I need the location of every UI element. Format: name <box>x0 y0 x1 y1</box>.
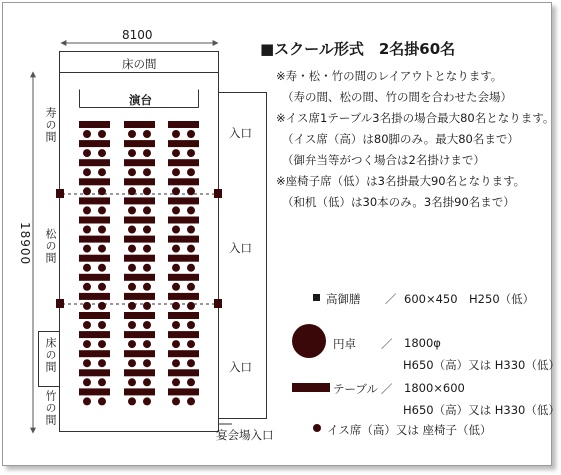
seat-chair <box>98 168 106 176</box>
seat-table <box>168 369 199 376</box>
seat-table <box>168 255 199 262</box>
partition-post <box>214 299 222 308</box>
seat-table <box>79 293 110 300</box>
seat-table <box>79 140 110 147</box>
seat-table <box>168 121 199 128</box>
seat-chair <box>128 264 136 272</box>
seat-chair <box>98 283 106 291</box>
seat-table <box>79 159 110 166</box>
table-label: テーブル <box>333 382 378 396</box>
seat-chair <box>98 226 106 234</box>
seat-chair <box>187 359 195 367</box>
note-line: （和机（低）は30本のみ。3名掛90名まで） <box>282 195 515 209</box>
seat-table <box>79 274 110 281</box>
seat-table <box>124 140 155 147</box>
seat-chair <box>172 245 180 253</box>
seat-chair <box>172 226 180 234</box>
seat-table <box>79 121 110 128</box>
seat-chair <box>128 226 136 234</box>
seat-table <box>124 217 155 224</box>
width-dimension-label: 8100 <box>122 28 153 42</box>
seat-table <box>124 255 155 262</box>
seat-chair <box>143 226 151 234</box>
table-legend-icon <box>292 383 330 392</box>
seat-chair <box>98 397 106 405</box>
seat-table <box>124 369 155 376</box>
seat-chair <box>172 397 180 405</box>
seat-chair <box>83 283 91 291</box>
takaozen-spec: 600×450 H250（低） <box>404 292 535 306</box>
note-line: （寿の間、松の間、竹の間を合わせた会場） <box>282 90 512 104</box>
seat-chair <box>172 378 180 386</box>
seat-chair <box>172 206 180 214</box>
seat-chair <box>128 302 136 310</box>
seat-table <box>124 350 155 357</box>
seat-chair <box>83 187 91 195</box>
seat-chair <box>98 206 106 214</box>
seat-table <box>168 159 199 166</box>
seat-chair <box>143 130 151 138</box>
height-dimension-label: 18900 <box>18 222 32 266</box>
seat-chair <box>172 168 180 176</box>
seat-chair <box>83 168 91 176</box>
seat-table <box>79 369 110 376</box>
seat-table <box>79 255 110 262</box>
seat-table <box>79 388 110 395</box>
table-sep: ／ <box>381 382 393 396</box>
seat-table <box>124 236 155 243</box>
seat-chair <box>83 245 91 253</box>
seat-table <box>168 350 199 357</box>
seat-chair <box>128 187 136 195</box>
seat-chair <box>83 226 91 234</box>
seat-chair <box>187 302 195 310</box>
seat-table <box>168 293 199 300</box>
note-line: ※イス席1テーブル3名掛の場合最大80名となります。 <box>276 111 555 125</box>
seat-chair <box>172 264 180 272</box>
seat-table <box>124 331 155 338</box>
seat-table <box>124 159 155 166</box>
seat-table <box>124 312 155 319</box>
seat-chair <box>128 130 136 138</box>
seat-chair <box>128 397 136 405</box>
seat-chair <box>98 340 106 348</box>
seat-table <box>168 388 199 395</box>
seat-chair <box>128 359 136 367</box>
room-label-matsu: 松の間 <box>44 228 57 264</box>
seat-chair <box>98 149 106 157</box>
seat-chair <box>187 321 195 329</box>
seat-chair <box>83 264 91 272</box>
entrance-label: 入口 <box>229 126 252 140</box>
seat-chair <box>172 130 180 138</box>
seat-chair <box>98 321 106 329</box>
seat-chair <box>83 340 91 348</box>
seat-chair <box>143 206 151 214</box>
partition-post <box>214 189 222 198</box>
seat-chair <box>143 149 151 157</box>
seat-table <box>79 197 110 204</box>
seat-chair <box>128 168 136 176</box>
chair-legend-icon <box>313 424 321 432</box>
round-table-spec: 1800φ <box>404 336 441 350</box>
table-spec2: H650（高）又は H330（低） <box>403 403 560 417</box>
tokonoma-top-label: 床の間 <box>122 57 157 71</box>
seat-chair <box>187 226 195 234</box>
seat-chair <box>187 340 195 348</box>
seat-table <box>79 312 110 319</box>
seat-chair <box>172 283 180 291</box>
seat-chair <box>187 149 195 157</box>
seat-chair <box>187 187 195 195</box>
seat-chair <box>143 245 151 253</box>
seat-table <box>79 331 110 338</box>
seat-table <box>168 236 199 243</box>
seat-table <box>168 197 199 204</box>
seat-chair <box>172 340 180 348</box>
table-spec: 1800×600 <box>404 381 465 395</box>
takaozen-legend-icon <box>313 294 320 301</box>
tokonoma-side-label: 床の間 <box>44 337 57 373</box>
note-line: ※寿・松・竹の間のレイアウトとなります。 <box>276 69 503 83</box>
seat-chair <box>187 397 195 405</box>
seat-table <box>124 388 155 395</box>
seat-table <box>124 274 155 281</box>
seat-chair <box>128 283 136 291</box>
seat-chair <box>143 168 151 176</box>
seat-chair <box>83 302 91 310</box>
seat-table <box>168 274 199 281</box>
seat-table <box>124 178 155 185</box>
seat-chair <box>143 187 151 195</box>
seat-chair <box>143 378 151 386</box>
seat-chair <box>128 378 136 386</box>
seat-table <box>124 121 155 128</box>
seat-chair <box>187 206 195 214</box>
seat-chair <box>172 302 180 310</box>
main-entrance-label: 宴会場入口 <box>216 428 274 442</box>
seat-table <box>79 217 110 224</box>
seat-chair <box>143 397 151 405</box>
takaozen-sep: ／ <box>385 292 397 306</box>
seat-chair <box>187 130 195 138</box>
seat-chair <box>187 283 195 291</box>
seat-chair <box>83 397 91 405</box>
seat-chair <box>98 302 106 310</box>
round-table-spec2: H650（高）又は H330（低） <box>403 358 560 372</box>
seat-table <box>79 236 110 243</box>
seat-chair <box>128 206 136 214</box>
seat-chair <box>98 130 106 138</box>
seat-chair <box>83 149 91 157</box>
seat-chair <box>172 187 180 195</box>
seat-table <box>124 197 155 204</box>
seat-table <box>168 140 199 147</box>
seat-chair <box>143 340 151 348</box>
seat-chair <box>98 187 106 195</box>
note-line: （イス席（高）は80脚のみ。最大80名まで） <box>282 132 519 146</box>
page-title: ■スクール形式 2名掛60名 <box>260 40 456 58</box>
round-table-label: 円卓 <box>333 337 356 351</box>
seat-chair <box>172 321 180 329</box>
seat-chair <box>143 264 151 272</box>
seat-chair <box>83 359 91 367</box>
chair-label: イス席（高）又は 座椅子（低） <box>327 423 492 437</box>
seat-chair <box>187 168 195 176</box>
seat-chair <box>143 283 151 291</box>
partition-post <box>56 189 64 198</box>
seat-chair <box>83 378 91 386</box>
seat-chair <box>172 359 180 367</box>
round-table-legend-icon <box>292 324 326 358</box>
takaozen-label: 高御膳 <box>326 292 361 306</box>
seat-table <box>168 217 199 224</box>
seat-table <box>168 178 199 185</box>
round-table-sep: ／ <box>381 337 393 351</box>
seat-chair <box>143 359 151 367</box>
note-line: ※座椅子席（低）は3名掛最大90名となります。 <box>276 174 526 188</box>
seat-chair <box>83 206 91 214</box>
seat-chair <box>128 149 136 157</box>
seat-chair <box>172 149 180 157</box>
seat-table <box>79 178 110 185</box>
partition-post <box>56 299 64 308</box>
seat-chair <box>187 378 195 386</box>
seat-chair <box>83 130 91 138</box>
seat-table <box>79 350 110 357</box>
room-label-take: 竹の間 <box>44 390 57 426</box>
seat-chair <box>128 321 136 329</box>
stage-label: 演台 <box>129 93 152 107</box>
seat-chair <box>143 302 151 310</box>
seat-chair <box>98 359 106 367</box>
seat-chair <box>83 321 91 329</box>
seat-chair <box>98 245 106 253</box>
entrance-label: 入口 <box>229 360 252 374</box>
note-line: （御弁当等がつく場合は2名掛けまで） <box>282 153 485 167</box>
seat-chair <box>187 245 195 253</box>
entrance-label: 入口 <box>229 241 252 255</box>
room-label-kotobuki: 寿の間 <box>44 107 57 143</box>
seat-table <box>168 312 199 319</box>
seat-chair <box>98 264 106 272</box>
seat-chair <box>143 321 151 329</box>
seat-chair <box>187 264 195 272</box>
seat-chair <box>128 340 136 348</box>
seat-chair <box>128 245 136 253</box>
seat-table <box>168 331 199 338</box>
seat-chair <box>98 378 106 386</box>
seat-table <box>124 293 155 300</box>
